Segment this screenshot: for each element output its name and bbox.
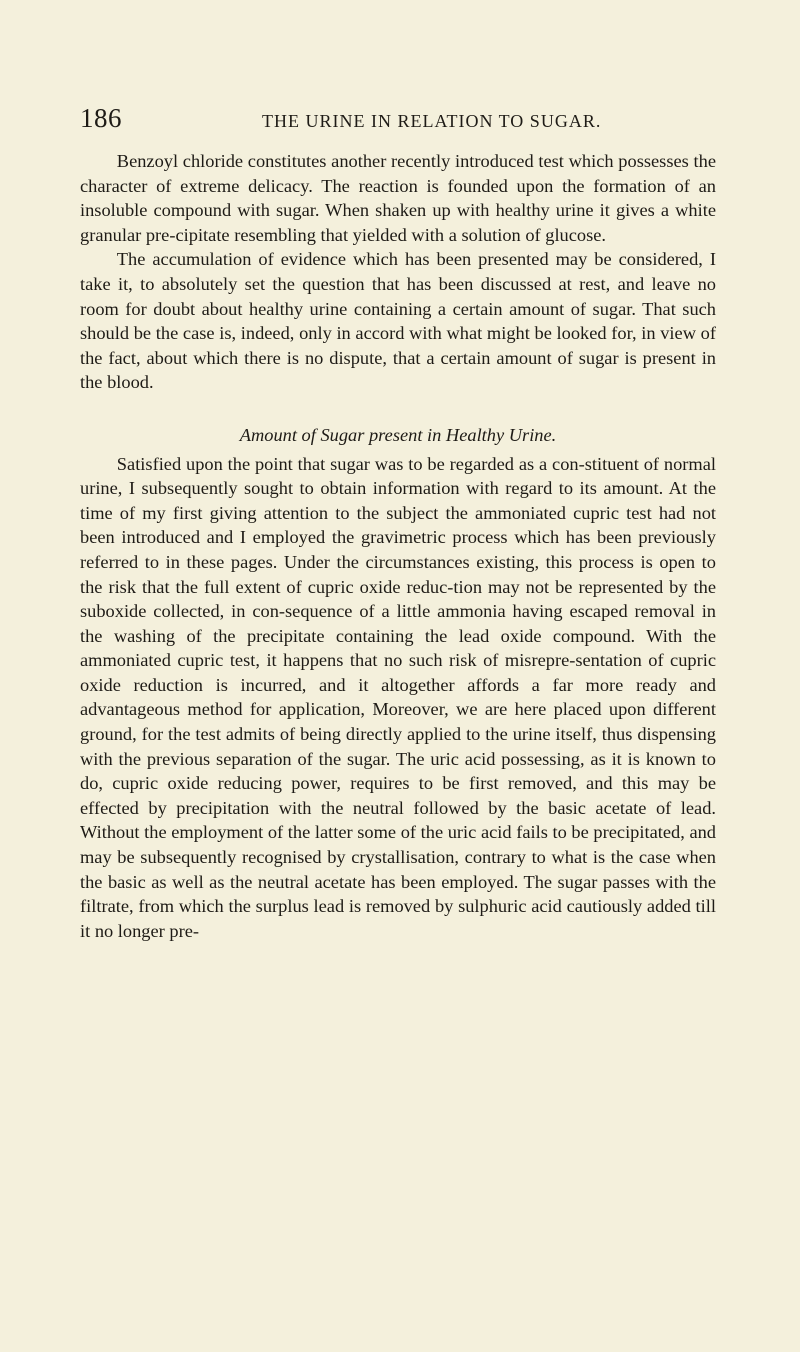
paragraph-accumulation-of-evidence: The accumulation of evidence which has been presented may be considered, I take it, to absolutely set the question that has been discussed at rest, and leave no room for doubt about healthy urine containing a certain amount of sugar. That such should be the case is, indeed, only in accord with what might be looked for, in view of the fact, about which there is no dispute, that a certain amount of sugar is present in the blood. [80,249,716,393]
body-text [80,149,716,943]
running-title: THE URINE IN RELATION TO SUGAR. [262,111,602,131]
page-number: 186 [80,103,122,133]
page-header [80,103,720,143]
paragraph-amount-of-sugar: Satisfied upon the point that sugar was to be regarded as a con-stituent of normal urine, I subsequently sought to obtain information with regard to its amount. At the time of my first giving attention to the subject the ammoniated cupric test had not been introduced and I employed the gravimetric process which has been previously referred to in these pages. Under the circumstances existing, this process is open to the risk that the full extent of cupric oxide reduc-tion may not be represented by the suboxide collected, in con-sequence of a little ammonia having escaped removal in the washing of the precipitate containing the lead oxide compound. With the ammoniated cupric test, it happens that no such risk of misrepre-sentation of cupric oxide reduction is incurred, and it altogether affords a far more ready and advantageous method for application, Moreover, we are here placed upon different ground, for the test admits of being directly applied to the urine itself, thus dispensing with the previous separation of the sugar. The uric acid possessing, as it is known to do, cupric oxide reducing power, requires to be first removed, and this may be effected by precipitation with the neutral followed by the basic acetate of lead. Without the employment of the latter some of the uric acid fails to be precipitated, and may be subsequently recognised by crystallisation, contrary to what is the case when the basic as well as the neutral acetate has been employed. The sugar passes with the filtrate, from which the surplus lead is removed by sulphuric acid cautiously added till it no longer pre- [80,453,716,941]
paragraph-benzoyl-chloride: Benzoyl chloride constitutes another recently introduced test which possesses the character of extreme delicacy. The reaction is founded upon the formation of an insoluble compound with sugar. When shaken up with healthy urine it gives a white granular pre-cipitate resembling that yielded with a solution of glucose. [80,151,716,245]
section-heading: Amount of Sugar present in Healthy Urine. [239,424,557,445]
